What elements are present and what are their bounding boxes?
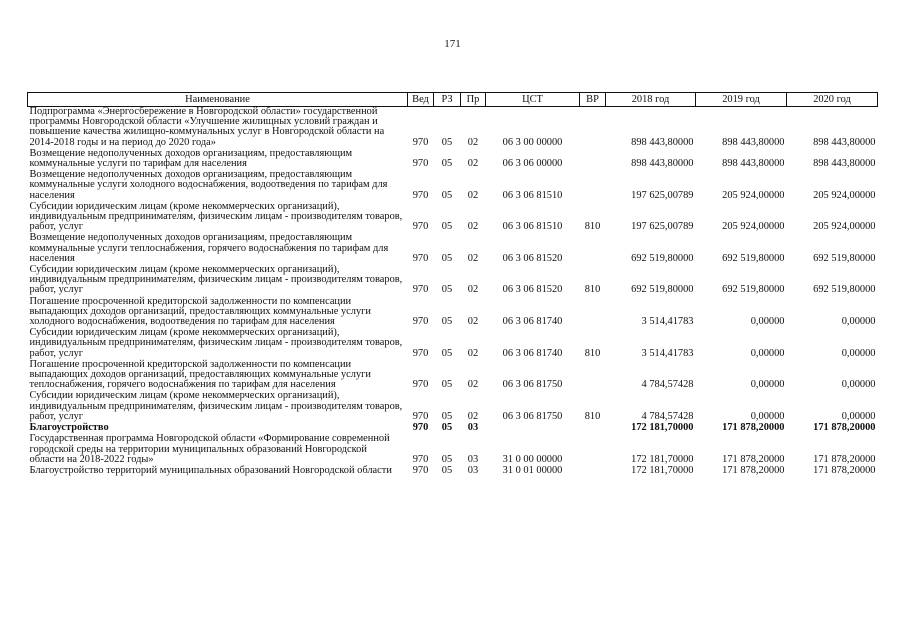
page-number: 171 [444,38,461,50]
table-row [28,202,878,234]
cell-y2018: 3 514,41783 [641,347,694,359]
cell-pr: 02 [467,252,479,264]
cell-cst [486,423,580,434]
cell-cst: 06 3 06 81520 [502,284,563,296]
cell-y2018: 898 443,80000 [631,136,694,148]
table-row [28,265,878,297]
cell-rz: 05 [441,316,453,328]
header-2020: 2020 год [787,93,878,107]
cell-vr [580,149,606,170]
cell-cst: 06 3 06 81510 [502,189,563,201]
cell-ved: 970 [412,316,429,328]
cell-y2019: 205 924,00000 [722,189,785,201]
cell-vr [580,297,606,329]
cell-vr [580,107,606,149]
table-row [28,149,878,170]
cell-name: Субсидии юридическим лицам (кроме некоммерческих организаций), индивидуальным предпринимателям, физическим лицам - производителям товаров, работ, услуг [29,200,403,233]
cell-name: Государственная программа Новгородской области «Формирование современной городской среды на территории муниципальных образований Новгородской области на 2018-2022 годы» [29,433,390,465]
cell-pr: 02 [467,158,479,170]
table-row [28,466,878,477]
cell-rz: 05 [441,221,453,233]
cell-y2018: 172 181,70000 [631,453,694,465]
cell-ved: 970 [412,158,429,170]
cell-y2020: 898 443,80000 [813,136,876,148]
table-row [28,391,878,423]
table-row [28,107,878,149]
cell-y2019: 171 878,20000 [722,464,785,476]
cell-y2018: 4 784,57428 [641,410,694,422]
cell-ved: 970 [412,136,429,148]
cell-pr: 02 [467,347,479,359]
cell-cst: 31 0 01 00000 [502,464,563,476]
cell-vr [580,170,606,202]
cell-rz: 05 [441,379,453,391]
header-cst: ЦСТ [486,93,580,107]
table-row [28,297,878,329]
cell-ved: 970 [412,464,429,476]
budget-table [27,92,878,477]
cell-pr: 03 [467,422,479,434]
cell-cst: 06 3 06 81520 [502,252,563,264]
table-row [28,360,878,392]
cell-y2019: 692 519,80000 [722,284,785,296]
cell-cst: 06 3 06 81510 [502,221,563,233]
cell-name: Субсидии юридическим лицам (кроме некоммерческих организаций), индивидуальным предпринимателям, физическим лицам - производителям товаров, работ, услуг [29,327,403,359]
cell-name: Погашение просроченной кредиторской задолженности по компенсации выпадающих доходов организаций, предоставляющих коммунальные услуги теплоснабжения, горячего водоснабжения по тарифам для населения [29,358,371,391]
cell-ved: 970 [412,252,429,264]
cell-y2020: 0,00000 [841,410,876,422]
header-2019: 2019 год [696,93,787,107]
cell-y2020: 692 519,80000 [813,284,876,296]
cell-y2018: 692 519,80000 [631,252,694,264]
cell-name: Благоустройство [29,422,109,434]
cell-y2019: 171 878,20000 [722,422,785,434]
cell-vr: 810 [584,221,601,233]
cell-rz: 05 [441,136,453,148]
cell-pr: 03 [467,464,479,476]
cell-name: Субсидии юридическим лицам (кроме некоммерческих организаций), индивидуальным предпринимателям, физическим лицам - производителям товаров, работ, услуг [29,390,403,422]
cell-ved: 970 [412,189,429,201]
cell-ved: 970 [412,453,429,465]
cell-y2020: 0,00000 [841,379,876,391]
cell-y2018: 197 625,00789 [631,221,694,233]
table-row [28,328,878,360]
cell-cst: 06 3 06 81750 [502,379,563,391]
cell-y2019: 0,00000 [750,410,785,422]
table-header-row [28,93,878,107]
cell-cst: 06 3 06 00000 [502,158,563,170]
cell-rz: 05 [441,284,453,296]
table-row [28,434,878,466]
cell-y2019: 692 519,80000 [722,252,785,264]
cell-vr [580,423,606,434]
cell-y2020: 205 924,00000 [813,221,876,233]
cell-name: Субсидии юридическим лицам (кроме некоммерческих организаций), индивидуальным предпринимателям, физическим лицам - производителям товаров, работ, услуг [29,264,403,296]
cell-pr: 02 [467,189,479,201]
header-rz: РЗ [434,93,461,107]
cell-pr: 02 [467,379,479,391]
cell-y2020: 0,00000 [841,316,876,328]
cell-rz: 05 [441,422,453,434]
cell-ved: 970 [412,379,429,391]
cell-pr: 02 [467,136,479,148]
cell-y2019: 0,00000 [750,379,785,391]
cell-y2019: 171 878,20000 [722,453,785,465]
cell-y2018: 172 181,70000 [631,422,694,434]
cell-rz: 05 [441,189,453,201]
table-row [28,233,878,265]
header-pr: Пр [461,93,486,107]
cell-y2018: 898 443,80000 [631,158,694,170]
cell-y2019: 898 443,80000 [722,136,785,148]
cell-y2018: 172 181,70000 [631,464,694,476]
cell-name: Благоустройство территорий муниципальных образований Новгородской области [29,464,392,476]
cell-name: Возмещение недополученных доходов организациям, предоставляющим коммунальные услуги холодного водоснабжения, водоотведения по тарифам для населения [29,169,388,201]
cell-cst: 06 3 06 81740 [502,347,563,359]
cell-y2018: 4 784,57428 [641,379,694,391]
header-vr: ВР [580,93,606,107]
cell-y2020: 692 519,80000 [813,252,876,264]
cell-vr [580,434,606,466]
cell-cst: 06 3 06 81750 [502,410,563,422]
cell-pr: 02 [467,221,479,233]
cell-ved: 970 [412,422,429,434]
cell-ved: 970 [412,284,429,296]
cell-rz: 05 [441,453,453,465]
cell-y2020: 898 443,80000 [813,158,876,170]
cell-vr [580,233,606,265]
table-row [28,170,878,202]
cell-ved: 970 [412,410,429,422]
cell-y2020: 171 878,20000 [813,464,876,476]
header-name: Наименование [28,93,408,107]
cell-rz: 05 [441,347,453,359]
cell-cst: 06 3 06 81740 [502,316,563,328]
cell-y2020: 171 878,20000 [813,422,876,434]
cell-vr: 810 [584,284,601,296]
cell-y2019: 898 443,80000 [722,158,785,170]
cell-rz: 05 [441,410,453,422]
cell-y2019: 0,00000 [750,316,785,328]
cell-y2018: 3 514,41783 [641,316,694,328]
cell-rz: 05 [441,158,453,170]
cell-rz: 05 [441,252,453,264]
cell-vr: 810 [584,347,601,359]
cell-vr: 810 [584,410,601,422]
cell-y2019: 0,00000 [750,347,785,359]
cell-cst: 31 0 00 00000 [502,453,563,465]
cell-ved: 970 [412,347,429,359]
cell-name: Погашение просроченной кредиторской задолженности по компенсации выпадающих доходов организаций, предоставляющих коммунальные услуги холодного водоснабжения, водоотведения по тарифам для населения [29,295,371,328]
cell-y2020: 0,00000 [841,347,876,359]
cell-pr: 02 [467,410,479,422]
cell-y2018: 692 519,80000 [631,284,694,296]
cell-ved: 970 [412,221,429,233]
table-body [28,107,878,478]
cell-y2018: 197 625,00789 [631,189,694,201]
cell-y2020: 205 924,00000 [813,189,876,201]
cell-y2020: 171 878,20000 [813,453,876,465]
cell-name: Подпрограмма «Энергосбережение в Новгородской области» государственной программы Новгородской области «Улучшение жилищных условий граждан и повышение качества жилищно-коммунальных услуг в Новгородской области на 2014-2018 годы и на период до 2020 года» [29,106,385,148]
cell-vr [580,466,606,477]
cell-rz: 05 [441,464,453,476]
header-2018: 2018 год [606,93,696,107]
cell-vr [580,360,606,392]
cell-pr: 03 [467,453,479,465]
cell-name: Возмещение недополученных доходов организациям, предоставляющим коммунальные услуги по тарифам для населения [29,147,353,170]
header-ved: Вед [408,93,434,107]
cell-y2019: 205 924,00000 [722,221,785,233]
cell-pr: 02 [467,284,479,296]
cell-cst: 06 3 00 00000 [502,136,563,148]
cell-pr: 02 [467,316,479,328]
cell-name: Возмещение недополученных доходов организациям, предоставляющим коммунальные услуги теплоснабжения, горячего водоснабжения по тарифам для населения [29,232,389,264]
